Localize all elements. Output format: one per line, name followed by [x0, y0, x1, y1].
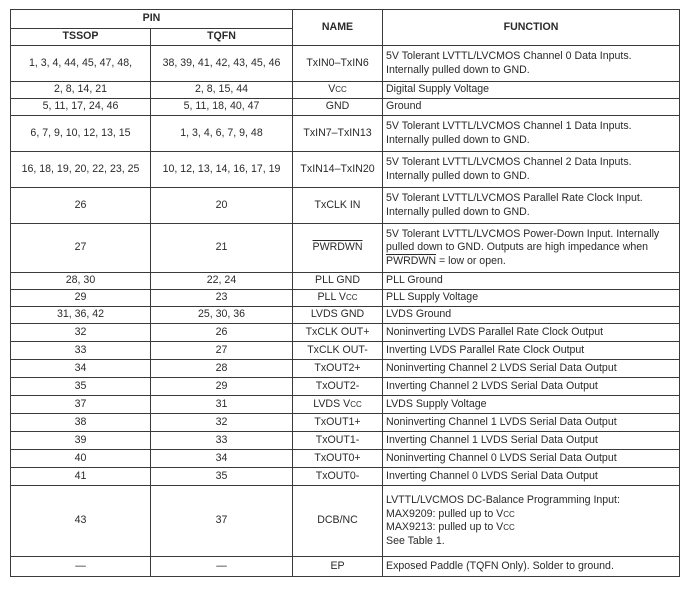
table-row: [11, 414, 680, 432]
function-line: LVTTL/LVCMOS DC-Balance Programming Input:: [386, 494, 620, 506]
table-row: [11, 273, 680, 290]
function-line: Internally pulled down to GND.: [386, 133, 530, 146]
function-line: LVDS Supply Voltage: [386, 397, 487, 410]
function-line: Noninverting Channel 0 LVDS Serial Data Output: [386, 451, 617, 464]
table-row: [11, 486, 680, 557]
pin-function-cell: [383, 307, 680, 324]
function-line: 5V Tolerant LVTTL/LVCMOS Channel 2 Data Inputs.: [386, 156, 632, 168]
pin-name-cell: GND: [293, 99, 383, 116]
pin-header: PIN: [11, 10, 293, 29]
pin-rows: [11, 46, 680, 577]
pin-name-cell: TxIN0–TxIN6: [293, 46, 383, 82]
table-row: [11, 342, 680, 360]
pin-function-cell: [383, 188, 680, 224]
function-line: Inverting Channel 1 LVDS Serial Data Output: [386, 433, 598, 446]
tqfn-pin-cell: 5, 11, 18, 40, 47: [151, 99, 293, 116]
tqfn-pin-cell: 26: [151, 324, 293, 342]
pin-name-cell: TxOUT1-: [293, 432, 383, 450]
function-line: See Table 1.: [386, 534, 445, 547]
pin-name-cell: TxOUT2-: [293, 378, 383, 396]
tssop-pin-cell: 1, 3, 4, 44, 45, 47, 48,: [11, 46, 151, 82]
function-line: Noninverting Channel 1 LVDS Serial Data Output: [386, 415, 617, 428]
pin-function-cell: [383, 486, 680, 557]
pin-function-cell: [383, 82, 680, 99]
tqfn-pin-cell: 32: [151, 414, 293, 432]
table-row: [11, 360, 680, 378]
pin-name-cell: TxOUT0+: [293, 450, 383, 468]
tssop-pin-cell: 40: [11, 450, 151, 468]
pin-name-cell: LVDS VCC: [293, 396, 383, 414]
function-line: Digital Supply Voltage: [386, 83, 490, 96]
tqfn-pin-cell: 35: [151, 468, 293, 486]
function-line: PWRDWN = low or open.: [386, 254, 506, 267]
pin-function-cell: [383, 46, 680, 82]
tssop-pin-cell: 35: [11, 378, 151, 396]
table-row: [11, 116, 680, 152]
pin-name-cell: DCB/NC: [293, 486, 383, 557]
function-line: MAX9209: pulled up to VCC: [386, 507, 515, 520]
tssop-header: TSSOP: [11, 29, 151, 46]
pin-function-cell: [383, 557, 680, 577]
table-row: [11, 307, 680, 324]
function-line: Exposed Paddle (TQFN Only). Solder to ground.: [386, 559, 614, 572]
tssop-pin-cell: 28, 30: [11, 273, 151, 290]
pin-name-cell: TxOUT0-: [293, 468, 383, 486]
tqfn-pin-cell: 27: [151, 342, 293, 360]
tssop-pin-cell: 41: [11, 468, 151, 486]
tqfn-pin-cell: 33: [151, 432, 293, 450]
table-row: [11, 378, 680, 396]
tssop-pin-cell: 16, 18, 19, 20, 22, 23, 25: [11, 152, 151, 188]
pin-description-table: [10, 9, 680, 577]
table-row: [11, 468, 680, 486]
pin-name-cell: TxCLK OUT-: [293, 342, 383, 360]
tqfn-pin-cell: 31: [151, 396, 293, 414]
pin-function-cell: [383, 152, 680, 188]
tssop-pin-cell: 32: [11, 324, 151, 342]
pin-function-cell: [383, 432, 680, 450]
table-row: [11, 396, 680, 414]
pin-name-cell: TxCLK IN: [293, 188, 383, 224]
tqfn-pin-cell: 23: [151, 290, 293, 307]
tssop-pin-cell: 2, 8, 14, 21: [11, 82, 151, 99]
tssop-pin-cell: 37: [11, 396, 151, 414]
function-line: Noninverting LVDS Parallel Rate Clock Output: [386, 325, 604, 338]
pin-function-cell: [383, 99, 680, 116]
function-line: Inverting Channel 0 LVDS Serial Data Output: [386, 469, 598, 482]
tssop-pin-cell: 31, 36, 42: [11, 307, 151, 324]
tssop-pin-cell: 27: [11, 224, 151, 273]
pin-function-cell: [383, 273, 680, 290]
name-header: NAME: [293, 10, 383, 46]
tqfn-pin-cell: 21: [151, 224, 293, 273]
pin-function-cell: [383, 324, 680, 342]
pin-name-cell: TxIN7–TxIN13: [293, 116, 383, 152]
function-line: PLL Ground: [386, 274, 443, 287]
tqfn-pin-cell: 37: [151, 486, 293, 557]
tqfn-pin-cell: 20: [151, 188, 293, 224]
tqfn-pin-cell: 2, 8, 15, 44: [151, 82, 293, 99]
tqfn-pin-cell: 22, 24: [151, 273, 293, 290]
function-line: PLL Supply Voltage: [386, 291, 479, 304]
function-line: 5V Tolerant LVTTL/LVCMOS Power-Down Input. Internally: [386, 227, 660, 240]
table-row: [11, 46, 680, 82]
pin-function-cell: [383, 342, 680, 360]
pin-name-cell: PWRDWN: [293, 224, 383, 273]
pin-name-cell: TxCLK OUT+: [293, 324, 383, 342]
tqfn-header: TQFN: [151, 29, 293, 46]
pin-function-cell: [383, 468, 680, 486]
pin-name-cell: LVDS GND: [293, 307, 383, 324]
table-row: [11, 99, 680, 116]
pin-function-cell: [383, 414, 680, 432]
function-line: Inverting Channel 2 LVDS Serial Data Output: [386, 379, 598, 392]
tssop-pin-cell: 33: [11, 342, 151, 360]
tssop-pin-cell: 43: [11, 486, 151, 557]
pin-function-cell: [383, 116, 680, 152]
function-line: 5V Tolerant LVTTL/LVCMOS Channel 1 Data Inputs.: [386, 120, 632, 132]
table-row: [11, 450, 680, 468]
pin-name-cell: PLL VCC: [293, 290, 383, 307]
tssop-pin-cell: 34: [11, 360, 151, 378]
pin-name-cell: EP: [293, 557, 383, 577]
tqfn-pin-cell: 25, 30, 36: [151, 307, 293, 324]
pin-function-cell: [383, 360, 680, 378]
function-line: Noninverting Channel 2 LVDS Serial Data Output: [386, 361, 617, 374]
pin-name-cell: TxIN14–TxIN20: [293, 152, 383, 188]
function-line: Internally pulled down to GND.: [386, 63, 530, 76]
pin-function-cell: [383, 450, 680, 468]
tqfn-pin-cell: 38, 39, 41, 42, 43, 45, 46: [151, 46, 293, 82]
function-line: pulled down to GND. Outputs are high impedance when: [386, 241, 649, 254]
function-line: Internally pulled down to GND.: [386, 169, 530, 182]
tqfn-pin-cell: 28: [151, 360, 293, 378]
tssop-pin-cell: 26: [11, 188, 151, 224]
function-line: LVDS Ground: [386, 308, 452, 321]
tqfn-pin-cell: 1, 3, 4, 6, 7, 9, 48: [151, 116, 293, 152]
pin-function-cell: [383, 378, 680, 396]
tqfn-pin-cell: 34: [151, 450, 293, 468]
tqfn-pin-cell: 29: [151, 378, 293, 396]
table-row: [11, 290, 680, 307]
table-row: [11, 188, 680, 224]
tssop-pin-cell: 39: [11, 432, 151, 450]
table-row: [11, 152, 680, 188]
table-row: [11, 224, 680, 273]
pin-name-cell: VCC: [293, 82, 383, 99]
tssop-pin-cell: —: [11, 557, 151, 577]
tqfn-pin-cell: 10, 12, 13, 14, 16, 17, 19: [151, 152, 293, 188]
table-row: [11, 324, 680, 342]
pin-name-cell: PLL GND: [293, 273, 383, 290]
table-row: [11, 82, 680, 99]
function-line: Inverting LVDS Parallel Rate Clock Output: [386, 343, 585, 356]
pin-function-cell: [383, 224, 680, 273]
tssop-pin-cell: 29: [11, 290, 151, 307]
function-line: 5V Tolerant LVTTL/LVCMOS Parallel Rate Clock Input.: [386, 192, 643, 204]
tssop-pin-cell: 38: [11, 414, 151, 432]
table-row: [11, 432, 680, 450]
function-line: MAX9213: pulled up to VCC: [386, 521, 515, 533]
table-row: [11, 557, 680, 577]
tssop-pin-cell: 5, 11, 17, 24, 46: [11, 99, 151, 116]
tqfn-pin-cell: —: [151, 557, 293, 577]
tssop-pin-cell: 6, 7, 9, 10, 12, 13, 15: [11, 116, 151, 152]
function-line: Internally pulled down to GND.: [386, 205, 530, 218]
function-header: FUNCTION: [383, 10, 680, 46]
pin-name-cell: TxOUT2+: [293, 360, 383, 378]
pin-function-cell: [383, 290, 680, 307]
pin-function-cell: [383, 396, 680, 414]
function-line: Ground: [386, 100, 422, 113]
function-line: 5V Tolerant LVTTL/LVCMOS Channel 0 Data Inputs.: [386, 50, 632, 62]
pin-name-cell: TxOUT1+: [293, 414, 383, 432]
